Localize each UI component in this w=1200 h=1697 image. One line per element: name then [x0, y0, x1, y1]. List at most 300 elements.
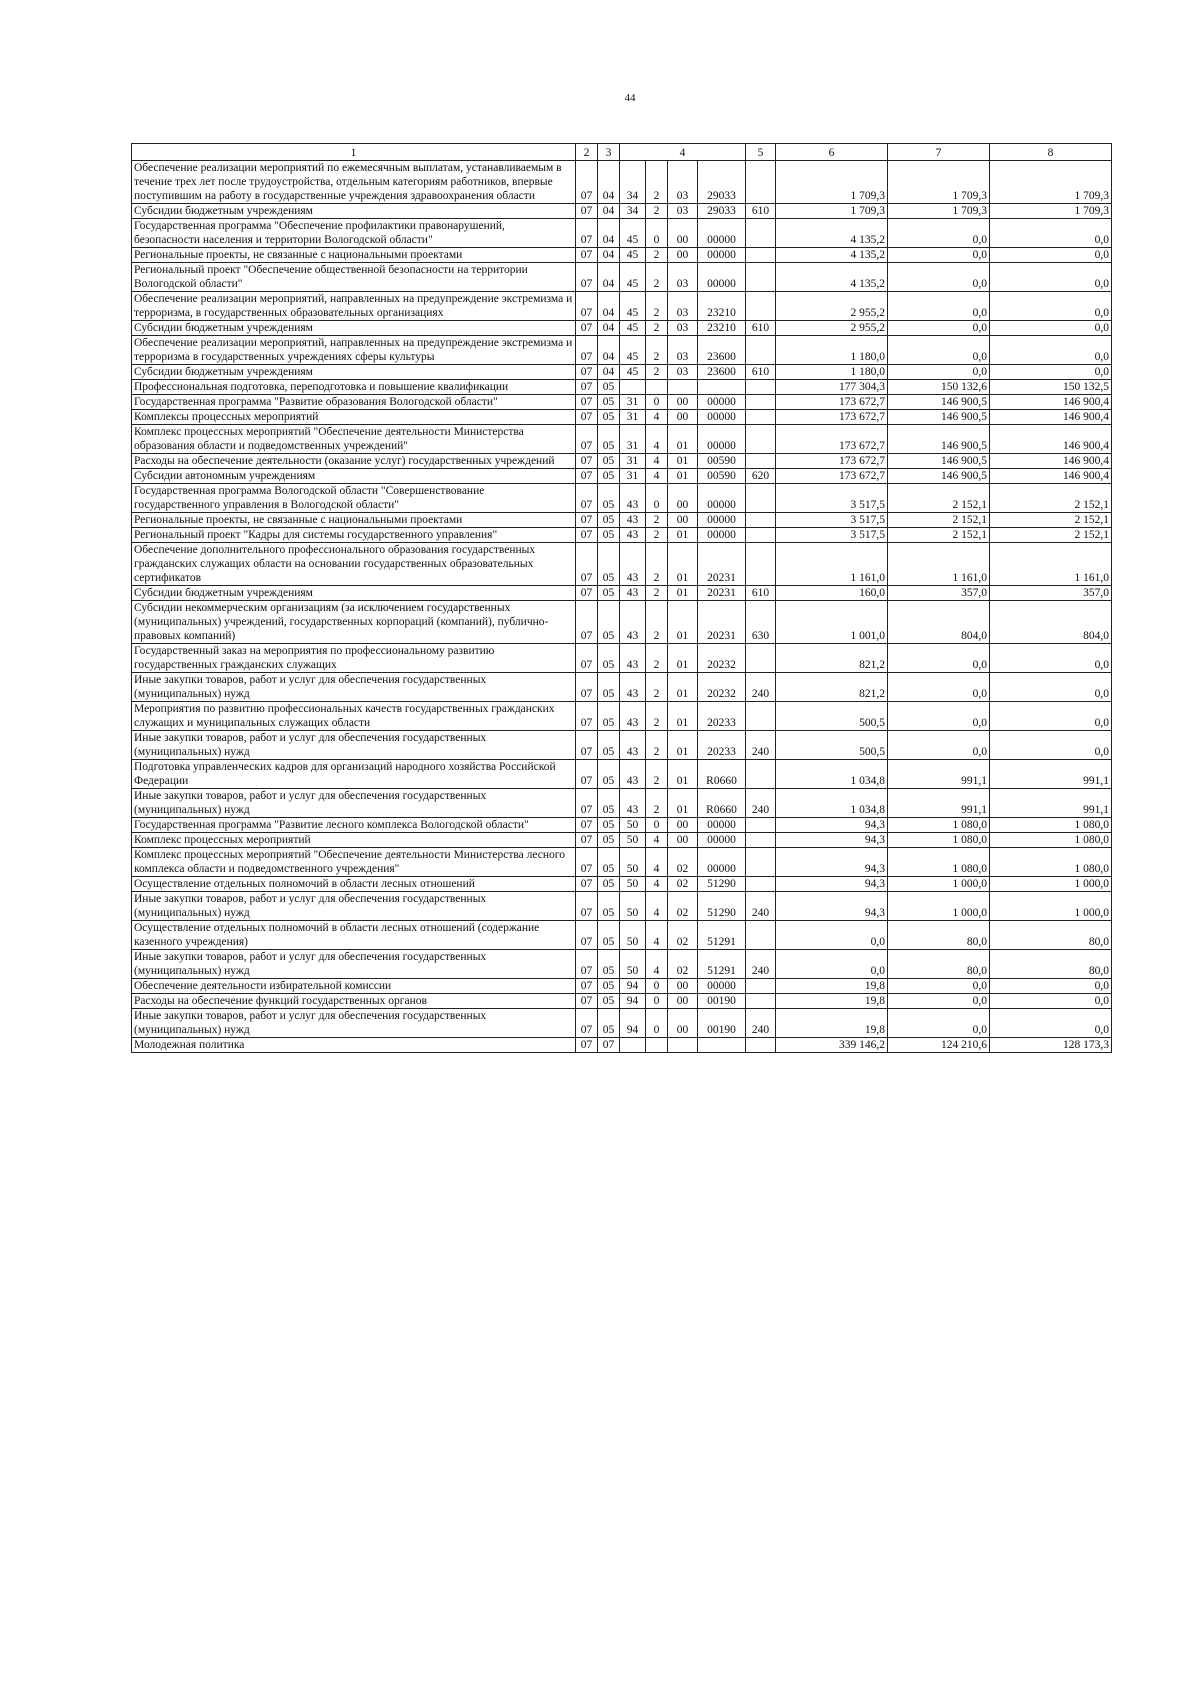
target-article-direction-cell: 00000: [698, 248, 746, 263]
section-code-cell: 07: [576, 1009, 598, 1038]
target-article-direction-cell: 20231: [698, 543, 746, 586]
section-code-cell: 07: [576, 979, 598, 994]
amount-col-7-cell: 2 152,1: [888, 484, 990, 513]
expense-type-cell: [746, 263, 776, 292]
target-article-subprogram-cell: 00: [668, 219, 698, 248]
amount-col-6-cell: 94,3: [776, 848, 888, 877]
target-article-program-cell: 50: [620, 818, 646, 833]
budget-table-wrapper: [131, 143, 1111, 1053]
target-article-type-cell: 0: [646, 994, 668, 1009]
amount-col-6-cell: 94,3: [776, 892, 888, 921]
amount-col-8-cell: 146 900,4: [990, 454, 1112, 469]
target-article-subprogram-cell: 00: [668, 818, 698, 833]
target-article-type-cell: 4: [646, 469, 668, 484]
subsection-code-cell: 05: [598, 673, 620, 702]
target-article-type-cell: 4: [646, 425, 668, 454]
target-article-type-cell: 4: [646, 950, 668, 979]
section-code-cell: 07: [576, 731, 598, 760]
amount-col-7-cell: 150 132,6: [888, 380, 990, 395]
amount-col-7-cell: 124 210,6: [888, 1038, 990, 1053]
target-article-direction-cell: 00000: [698, 263, 746, 292]
target-article-program-cell: 31: [620, 395, 646, 410]
amount-col-7-cell: 0,0: [888, 219, 990, 248]
subsection-code-cell: 05: [598, 395, 620, 410]
target-article-type-cell: 2: [646, 586, 668, 601]
expense-type-cell: 610: [746, 204, 776, 219]
target-article-program-cell: 94: [620, 979, 646, 994]
amount-col-8-cell: 0,0: [990, 673, 1112, 702]
row-name-cell: Осуществление отдельных полномочий в области лесных отношений: [132, 877, 576, 892]
target-article-program-cell: 34: [620, 161, 646, 204]
subsection-code-cell: 05: [598, 644, 620, 673]
target-article-direction-cell: 20233: [698, 702, 746, 731]
target-article-subprogram-cell: 02: [668, 950, 698, 979]
table-row: [132, 380, 1112, 395]
amount-col-7-cell: 0,0: [888, 248, 990, 263]
expense-type-cell: 240: [746, 789, 776, 818]
target-article-program-cell: 43: [620, 789, 646, 818]
header-col-7: 7: [888, 144, 990, 161]
target-article-program-cell: 50: [620, 950, 646, 979]
target-article-program-cell: 43: [620, 601, 646, 644]
table-row: [132, 673, 1112, 702]
expense-type-cell: [746, 248, 776, 263]
section-code-cell: 07: [576, 263, 598, 292]
amount-col-7-cell: 80,0: [888, 921, 990, 950]
expense-type-cell: [746, 979, 776, 994]
section-code-cell: 07: [576, 673, 598, 702]
target-article-direction-cell: 51290: [698, 877, 746, 892]
section-code-cell: 07: [576, 702, 598, 731]
target-article-program-cell: 45: [620, 263, 646, 292]
target-article-type-cell: 4: [646, 833, 668, 848]
target-article-subprogram-cell: 00: [668, 395, 698, 410]
target-article-program-cell: 45: [620, 321, 646, 336]
section-code-cell: 07: [576, 789, 598, 818]
amount-col-6-cell: 0,0: [776, 950, 888, 979]
amount-col-7-cell: 0,0: [888, 979, 990, 994]
amount-col-6-cell: 3 517,5: [776, 528, 888, 543]
target-article-program-cell: 50: [620, 877, 646, 892]
section-code-cell: 07: [576, 395, 598, 410]
row-name-cell: Субсидии бюджетным учреждениям: [132, 365, 576, 380]
amount-col-8-cell: 2 152,1: [990, 528, 1112, 543]
header-col-5: 5: [746, 144, 776, 161]
target-article-subprogram-cell: 03: [668, 365, 698, 380]
amount-col-7-cell: 357,0: [888, 586, 990, 601]
subsection-code-cell: 05: [598, 760, 620, 789]
target-article-subprogram-cell: [668, 380, 698, 395]
section-code-cell: 07: [576, 528, 598, 543]
row-name-cell: Расходы на обеспечение деятельности (оказание услуг) государственных учреждений: [132, 454, 576, 469]
table-row: [132, 263, 1112, 292]
section-code-cell: 07: [576, 644, 598, 673]
target-article-direction-cell: 51291: [698, 950, 746, 979]
target-article-type-cell: 2: [646, 702, 668, 731]
target-article-direction-cell: 29033: [698, 161, 746, 204]
amount-col-8-cell: 0,0: [990, 644, 1112, 673]
target-article-type-cell: 4: [646, 410, 668, 425]
row-name-cell: Иные закупки товаров, работ и услуг для обеспечения государственных (муниципальных) нужд: [132, 950, 576, 979]
header-col-1: 1: [132, 144, 576, 161]
target-article-type-cell: 2: [646, 292, 668, 321]
table-row: [132, 818, 1112, 833]
section-code-cell: 07: [576, 833, 598, 848]
amount-col-8-cell: 0,0: [990, 1009, 1112, 1038]
target-article-direction-cell: 00000: [698, 833, 746, 848]
row-name-cell: Государственная программа "Развитие лесного комплекса Вологодской области": [132, 818, 576, 833]
target-article-program-cell: [620, 380, 646, 395]
target-article-program-cell: 50: [620, 892, 646, 921]
amount-col-7-cell: 1 080,0: [888, 833, 990, 848]
table-row: [132, 528, 1112, 543]
target-article-program-cell: 45: [620, 365, 646, 380]
target-article-direction-cell: 00590: [698, 469, 746, 484]
target-article-direction-cell: 00000: [698, 410, 746, 425]
target-article-direction-cell: 00000: [698, 395, 746, 410]
section-code-cell: 07: [576, 586, 598, 601]
target-article-direction-cell: 23210: [698, 321, 746, 336]
expense-type-cell: [746, 528, 776, 543]
target-article-program-cell: 94: [620, 994, 646, 1009]
target-article-subprogram-cell: 01: [668, 454, 698, 469]
row-name-cell: Региональный проект "Кадры для системы государственного управления": [132, 528, 576, 543]
row-name-cell: Осуществление отдельных полномочий в области лесных отношений (содержание казенного учреждения): [132, 921, 576, 950]
amount-col-6-cell: 1 161,0: [776, 543, 888, 586]
amount-col-8-cell: 0,0: [990, 994, 1112, 1009]
target-article-program-cell: 45: [620, 336, 646, 365]
amount-col-7-cell: 804,0: [888, 601, 990, 644]
target-article-subprogram-cell: [668, 1038, 698, 1053]
target-article-direction-cell: 00000: [698, 219, 746, 248]
target-article-subprogram-cell: 03: [668, 321, 698, 336]
amount-col-7-cell: 1 000,0: [888, 892, 990, 921]
amount-col-8-cell: 991,1: [990, 760, 1112, 789]
amount-col-6-cell: 821,2: [776, 673, 888, 702]
amount-col-8-cell: 1 080,0: [990, 848, 1112, 877]
target-article-subprogram-cell: 03: [668, 292, 698, 321]
expense-type-cell: [746, 848, 776, 877]
amount-col-8-cell: 1 080,0: [990, 833, 1112, 848]
subsection-code-cell: 05: [598, 380, 620, 395]
row-name-cell: Обеспечение деятельности избирательной комиссии: [132, 979, 576, 994]
amount-col-7-cell: 0,0: [888, 292, 990, 321]
header-col-3: 3: [598, 144, 620, 161]
row-name-cell: Комплекс процессных мероприятий "Обеспечение деятельности Министерства лесного комплекса области и подведомственного учреждения": [132, 848, 576, 877]
row-name-cell: Иные закупки товаров, работ и услуг для обеспечения государственных (муниципальных) нужд: [132, 673, 576, 702]
expense-type-cell: [746, 395, 776, 410]
target-article-subprogram-cell: 02: [668, 848, 698, 877]
target-article-direction-cell: 00000: [698, 425, 746, 454]
target-article-subprogram-cell: 01: [668, 601, 698, 644]
subsection-code-cell: 05: [598, 921, 620, 950]
expense-type-cell: [746, 994, 776, 1009]
expense-type-cell: [746, 219, 776, 248]
page-number: 44: [624, 92, 636, 104]
amount-col-6-cell: 1 034,8: [776, 789, 888, 818]
target-article-subprogram-cell: 03: [668, 336, 698, 365]
amount-col-6-cell: 173 672,7: [776, 395, 888, 410]
target-article-program-cell: 31: [620, 425, 646, 454]
amount-col-6-cell: 173 672,7: [776, 425, 888, 454]
amount-col-7-cell: 1 080,0: [888, 818, 990, 833]
target-article-type-cell: 2: [646, 731, 668, 760]
expense-type-cell: [746, 454, 776, 469]
target-article-subprogram-cell: 00: [668, 248, 698, 263]
amount-col-6-cell: 339 146,2: [776, 1038, 888, 1053]
amount-col-7-cell: 0,0: [888, 1009, 990, 1038]
section-code-cell: 07: [576, 848, 598, 877]
row-name-cell: Субсидии некоммерческим организациям (за исключением государственных (муниципальных) учреждений, государственных корпораций (компаний), публично-правовых компаний): [132, 601, 576, 644]
amount-col-7-cell: 0,0: [888, 321, 990, 336]
target-article-direction-cell: 00000: [698, 484, 746, 513]
table-row: [132, 336, 1112, 365]
amount-col-7-cell: 1 000,0: [888, 877, 990, 892]
target-article-type-cell: [646, 1038, 668, 1053]
target-article-program-cell: 50: [620, 833, 646, 848]
target-article-subprogram-cell: 01: [668, 789, 698, 818]
section-code-cell: 07: [576, 219, 598, 248]
amount-col-7-cell: 0,0: [888, 702, 990, 731]
expense-type-cell: 240: [746, 1009, 776, 1038]
amount-col-8-cell: 1 709,3: [990, 204, 1112, 219]
target-article-direction-cell: [698, 1038, 746, 1053]
table-row: [132, 469, 1112, 484]
target-article-program-cell: 45: [620, 248, 646, 263]
target-article-type-cell: 2: [646, 644, 668, 673]
subsection-code-cell: 05: [598, 586, 620, 601]
section-code-cell: 07: [576, 454, 598, 469]
table-row: [132, 425, 1112, 454]
row-name-cell: Региональные проекты, не связанные с национальными проектами: [132, 248, 576, 263]
amount-col-8-cell: 1 000,0: [990, 892, 1112, 921]
subsection-code-cell: 05: [598, 950, 620, 979]
section-code-cell: 07: [576, 601, 598, 644]
table-row: [132, 484, 1112, 513]
amount-col-6-cell: 4 135,2: [776, 219, 888, 248]
section-code-cell: 07: [576, 760, 598, 789]
subsection-code-cell: 05: [598, 601, 620, 644]
expense-type-cell: [746, 644, 776, 673]
amount-col-7-cell: 0,0: [888, 336, 990, 365]
header-col-8: 8: [990, 144, 1112, 161]
table-row: [132, 644, 1112, 673]
target-article-program-cell: 31: [620, 469, 646, 484]
row-name-cell: Субсидии автономным учреждениям: [132, 469, 576, 484]
amount-col-8-cell: 0,0: [990, 263, 1112, 292]
target-article-subprogram-cell: 01: [668, 731, 698, 760]
table-row: [132, 365, 1112, 380]
target-article-program-cell: 94: [620, 1009, 646, 1038]
amount-col-6-cell: 821,2: [776, 644, 888, 673]
subsection-code-cell: 05: [598, 425, 620, 454]
table-row: [132, 979, 1112, 994]
row-name-cell: Государственная программа "Обеспечение профилактики правонарушений, безопасности населения и территории Вологодской области": [132, 219, 576, 248]
target-article-subprogram-cell: 02: [668, 877, 698, 892]
target-article-subprogram-cell: 01: [668, 425, 698, 454]
expense-type-cell: [746, 410, 776, 425]
amount-col-7-cell: 991,1: [888, 760, 990, 789]
target-article-program-cell: 45: [620, 292, 646, 321]
target-article-subprogram-cell: 02: [668, 921, 698, 950]
subsection-code-cell: 05: [598, 731, 620, 760]
target-article-subprogram-cell: 03: [668, 263, 698, 292]
table-header: [132, 144, 1112, 161]
target-article-type-cell: 2: [646, 321, 668, 336]
target-article-direction-cell: 00590: [698, 454, 746, 469]
target-article-type-cell: 2: [646, 528, 668, 543]
subsection-code-cell: 05: [598, 848, 620, 877]
amount-col-6-cell: 2 955,2: [776, 321, 888, 336]
table-row: [132, 1038, 1112, 1053]
target-article-type-cell: 2: [646, 336, 668, 365]
target-article-subprogram-cell: 01: [668, 702, 698, 731]
amount-col-6-cell: 2 955,2: [776, 292, 888, 321]
section-code-cell: 07: [576, 204, 598, 219]
amount-col-6-cell: 160,0: [776, 586, 888, 601]
expense-type-cell: 620: [746, 469, 776, 484]
target-article-type-cell: 2: [646, 789, 668, 818]
section-code-cell: 07: [576, 336, 598, 365]
amount-col-8-cell: 0,0: [990, 248, 1112, 263]
target-article-program-cell: 43: [620, 513, 646, 528]
amount-col-8-cell: 80,0: [990, 950, 1112, 979]
target-article-type-cell: 2: [646, 161, 668, 204]
target-article-program-cell: 43: [620, 673, 646, 702]
amount-col-7-cell: 146 900,5: [888, 410, 990, 425]
target-article-program-cell: 31: [620, 410, 646, 425]
table-row: [132, 1009, 1112, 1038]
table-row: [132, 292, 1112, 321]
amount-col-7-cell: 0,0: [888, 365, 990, 380]
amount-col-8-cell: 150 132,5: [990, 380, 1112, 395]
amount-col-8-cell: 1 080,0: [990, 818, 1112, 833]
target-article-direction-cell: 20232: [698, 673, 746, 702]
target-article-program-cell: 50: [620, 848, 646, 877]
amount-col-7-cell: 991,1: [888, 789, 990, 818]
table-row: [132, 395, 1112, 410]
amount-col-7-cell: 0,0: [888, 263, 990, 292]
expense-type-cell: [746, 877, 776, 892]
subsection-code-cell: 05: [598, 410, 620, 425]
table-row: [132, 921, 1112, 950]
table-row: [132, 848, 1112, 877]
row-name-cell: Мероприятия по развитию профессиональных качеств государственных гражданских служащих и муниципальных служащих области: [132, 702, 576, 731]
target-article-subprogram-cell: 01: [668, 760, 698, 789]
amount-col-7-cell: 80,0: [888, 950, 990, 979]
table-row: [132, 219, 1112, 248]
target-article-subprogram-cell: 01: [668, 528, 698, 543]
target-article-type-cell: 0: [646, 979, 668, 994]
row-name-cell: Иные закупки товаров, работ и услуг для обеспечения государственных (муниципальных) нужд: [132, 731, 576, 760]
section-code-cell: 07: [576, 950, 598, 979]
subsection-code-cell: 05: [598, 979, 620, 994]
target-article-type-cell: 2: [646, 263, 668, 292]
target-article-program-cell: 31: [620, 454, 646, 469]
row-name-cell: Иные закупки товаров, работ и услуг для обеспечения государственных (муниципальных) нужд: [132, 789, 576, 818]
section-code-cell: 07: [576, 994, 598, 1009]
target-article-type-cell: [646, 380, 668, 395]
target-article-subprogram-cell: 01: [668, 644, 698, 673]
target-article-program-cell: 43: [620, 644, 646, 673]
section-code-cell: 07: [576, 1038, 598, 1053]
target-article-program-cell: 45: [620, 219, 646, 248]
target-article-subprogram-cell: 01: [668, 469, 698, 484]
subsection-code-cell: 05: [598, 892, 620, 921]
subsection-code-cell: 04: [598, 365, 620, 380]
subsection-code-cell: 05: [598, 1009, 620, 1038]
target-article-direction-cell: 00000: [698, 979, 746, 994]
table-row: [132, 321, 1112, 336]
amount-col-8-cell: 146 900,4: [990, 410, 1112, 425]
subsection-code-cell: 05: [598, 484, 620, 513]
amount-col-8-cell: 0,0: [990, 321, 1112, 336]
amount-col-6-cell: 1 180,0: [776, 365, 888, 380]
table-row: [132, 586, 1112, 601]
amount-col-7-cell: 0,0: [888, 644, 990, 673]
target-article-subprogram-cell: 00: [668, 1009, 698, 1038]
amount-col-8-cell: 146 900,4: [990, 425, 1112, 454]
expense-type-cell: 240: [746, 673, 776, 702]
subsection-code-cell: 04: [598, 219, 620, 248]
section-code-cell: 07: [576, 484, 598, 513]
amount-col-8-cell: 357,0: [990, 586, 1112, 601]
row-name-cell: Комплекс процессных мероприятий "Обеспечение деятельности Министерства образования области и подведомственных учреждений": [132, 425, 576, 454]
expense-type-cell: [746, 292, 776, 321]
table-body: [132, 161, 1112, 1053]
target-article-direction-cell: 00190: [698, 1009, 746, 1038]
subsection-code-cell: 04: [598, 161, 620, 204]
section-code-cell: 07: [576, 410, 598, 425]
expense-type-cell: [746, 702, 776, 731]
amount-col-6-cell: 94,3: [776, 833, 888, 848]
amount-col-8-cell: 0,0: [990, 979, 1112, 994]
row-name-cell: Региональные проекты, не связанные с национальными проектами: [132, 513, 576, 528]
amount-col-6-cell: 1 709,3: [776, 204, 888, 219]
subsection-code-cell: 05: [598, 469, 620, 484]
target-article-direction-cell: 29033: [698, 204, 746, 219]
target-article-type-cell: 2: [646, 760, 668, 789]
target-article-direction-cell: 20231: [698, 586, 746, 601]
expense-type-cell: 610: [746, 365, 776, 380]
row-name-cell: Иные закупки товаров, работ и услуг для обеспечения государственных (муниципальных) нужд: [132, 892, 576, 921]
target-article-program-cell: 43: [620, 484, 646, 513]
table-row: [132, 543, 1112, 586]
amount-col-6-cell: 4 135,2: [776, 248, 888, 263]
section-code-cell: 07: [576, 161, 598, 204]
amount-col-6-cell: 94,3: [776, 818, 888, 833]
row-name-cell: Иные закупки товаров, работ и услуг для обеспечения государственных (муниципальных) нужд: [132, 1009, 576, 1038]
target-article-type-cell: 0: [646, 1009, 668, 1038]
section-code-cell: 07: [576, 321, 598, 336]
row-name-cell: Региональный проект "Обеспечение общественной безопасности на территории Вологодской области": [132, 263, 576, 292]
table-row: [132, 161, 1112, 204]
expense-type-cell: 240: [746, 731, 776, 760]
amount-col-7-cell: 0,0: [888, 994, 990, 1009]
target-article-direction-cell: 00000: [698, 818, 746, 833]
target-article-subprogram-cell: 00: [668, 994, 698, 1009]
target-article-subprogram-cell: 00: [668, 410, 698, 425]
target-article-direction-cell: 20233: [698, 731, 746, 760]
table-row: [132, 789, 1112, 818]
target-article-subprogram-cell: 00: [668, 833, 698, 848]
target-article-type-cell: 2: [646, 248, 668, 263]
expense-type-cell: [746, 760, 776, 789]
section-code-cell: 07: [576, 921, 598, 950]
target-article-program-cell: 43: [620, 731, 646, 760]
amount-col-6-cell: 177 304,3: [776, 380, 888, 395]
amount-col-8-cell: 146 900,4: [990, 469, 1112, 484]
